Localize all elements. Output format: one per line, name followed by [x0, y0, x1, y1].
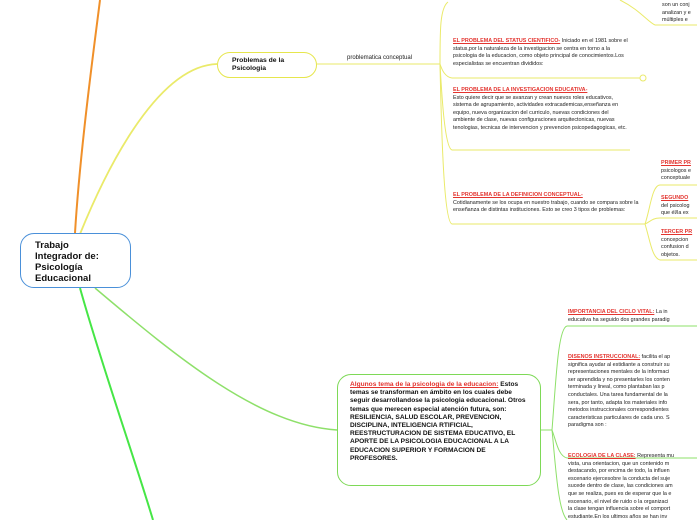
top-right-line: analizan y e	[662, 9, 691, 16]
disenos-line: paradigma son :	[568, 422, 607, 429]
ciclo-body: La in	[654, 309, 668, 315]
primer-line: psicologos e	[661, 167, 691, 174]
disenos-heading: DISEÑOS INSTRUCCIONAL:	[568, 354, 641, 360]
ciclo-heading: IMPORTANCIA DEL CICLO VITAL:	[568, 309, 655, 315]
disenos-line: conductales. Una tarea fundamental de la	[568, 391, 668, 398]
disenos-line: caracteristicas particulares de cada uno. S	[568, 414, 670, 421]
disenos-line: significa ayudar al estidiante a construir su	[568, 361, 670, 368]
node-tercer[interactable]	[661, 229, 697, 259]
topic-problemas-title: Problemas de la Psicologia	[232, 57, 285, 72]
ecologia-line: estudiante.En los ultimos años se han inv	[568, 513, 668, 520]
collapse-dot	[640, 75, 646, 81]
segundo-line: que él/la ex	[661, 210, 689, 217]
algunos-heading: Algunos tema de la psicologia de la educacion:	[350, 381, 499, 388]
node-segundo[interactable]	[661, 195, 697, 218]
disenos-line: representaciones mentales de la informaci	[568, 369, 670, 376]
disenos-line: ser aprendida y no presentarles los conten	[568, 376, 670, 383]
ecologia-line: escenario ejercesobre la conducta del suje	[568, 475, 671, 482]
connector-to-tercer	[645, 224, 660, 260]
ecologia-line: sucede dentro de clase, las condiciones am	[568, 483, 673, 490]
node-primer[interactable]	[661, 160, 697, 183]
node-definicion[interactable]	[453, 192, 639, 215]
node-ecologia[interactable]	[568, 453, 697, 521]
connector-to-segundo	[645, 218, 660, 224]
investigacion-body: Esto quiere decir que se avanzan y crean nuevos roles educativos, sistema de agrupamiento, actividades extracademicas,enseñanza en equipo, nueva organizacion del curriculo, nuevas condiciones del ambiente de clase, nuevas configuraciones arquitectonicas, nuevas tenologias, tecnicas de intervencion y prevencion psicopedagogicas, etc.	[453, 94, 627, 131]
status-heading: EL PROBLEMA DEL STATUS CIENTIFICO-	[453, 38, 561, 44]
connector-green-main	[95, 288, 337, 430]
label-problematica[interactable]: problematica conceptual	[347, 55, 413, 61]
algunos-body: Estos temas se transforman en ámbito en los cuales debe seguir desarrollandose la psicologia educacional. Otros temas que merecen especial atención futura, son: RESILIENCIA, SALUD ESCOLAR, PREVENCION, DISCIPLINA, INTELIGENCIA RTIFICIAL, REESTRUCTURACION DE SISTEMA EDUCATIVO, EL APORTE DE LA PSICOLOGIA EDUCACIONAL A LA EDUCACION SUPERIOR Y FORMACION DE PROFESORES.	[350, 381, 526, 462]
connector-to-status	[440, 64, 452, 78]
connector-to-ecologia	[552, 430, 567, 520]
investigacion-heading: EL PROBLEMA DE LA INVESTIGACION EDUCATIVA-	[453, 87, 588, 93]
topic-algunos-temas[interactable]	[337, 374, 541, 486]
disenos-line: terminada y lineal, como plantaban las p	[568, 384, 665, 391]
definicion-body: Cotidianamente se los ocupa en nuestro trabajo, cuando se compara sobre la enseñanza de distintas instituciones. Esto se creo 3 tipos de problemas:	[453, 199, 639, 214]
connector-green-down	[80, 288, 153, 520]
ecologia-line: escenario, el nivel de ruido o la organizaci	[568, 498, 669, 505]
connector-to-ciclo	[552, 326, 567, 430]
node-disenos[interactable]	[568, 354, 697, 430]
disenos-body: facilita el ap	[640, 354, 671, 360]
connector-to-top	[440, 2, 448, 64]
tercer-line: concepcion	[661, 236, 689, 243]
ecologia-line: la clase tengan influencia sobre el comport	[568, 506, 671, 513]
segundo-heading: SEGUNDO	[661, 195, 689, 201]
ecologia-body: Representa mu	[635, 453, 674, 459]
ciclo-line: educativa ha seguido dos grandes paradig	[568, 316, 670, 323]
node-ciclo-vital[interactable]	[568, 309, 697, 324]
status-body: Iniciado en el 1981 sobre el status,por la naturaleza de la investigacion se centra en torno a la psicologia de la educacion, como objeto principal de conocimientos.Los especialistas se encuentran divididos:	[453, 38, 628, 67]
tercer-line: objetos.	[661, 251, 680, 258]
top-right-line: múltiples e	[662, 17, 688, 24]
node-top-right[interactable]	[662, 2, 697, 25]
primer-line: conceptuale	[661, 175, 691, 182]
root-node[interactable]	[20, 233, 131, 288]
ecologia-line: destacando, por encima de todo, la influen	[568, 468, 670, 475]
node-status-cientifico[interactable]	[453, 38, 631, 68]
definicion-heading: EL PROBLEMA DE LA DEFINICION CONCEPTUAL-	[453, 192, 583, 198]
connector-top-right	[620, 0, 655, 25]
primer-heading: PRIMER PR	[661, 160, 691, 166]
tercer-line: confusion d	[661, 244, 689, 251]
ecologia-line: vista, una orientacion, que un contenido m	[568, 460, 670, 467]
ecologia-line: que se realiza, pues es de esperar que la e	[568, 490, 672, 497]
root-title: Trabajo Integrador de: Psicología Educacional	[35, 240, 99, 284]
segundo-line: del psicolog	[661, 202, 690, 209]
ecologia-heading: ECOLOGIA DE LA CLASE:	[568, 453, 636, 459]
disenos-line: sera, por tanto, adapta los materiales info	[568, 399, 668, 406]
top-right-line: son un conj	[662, 2, 690, 8]
tercer-heading: TERCER PR	[661, 229, 693, 235]
node-investigacion[interactable]	[453, 87, 629, 133]
disenos-line: metodos instruccionales correspondientes	[568, 407, 669, 414]
connector-yellow-main	[80, 64, 217, 234]
topic-problemas[interactable]	[217, 52, 317, 78]
